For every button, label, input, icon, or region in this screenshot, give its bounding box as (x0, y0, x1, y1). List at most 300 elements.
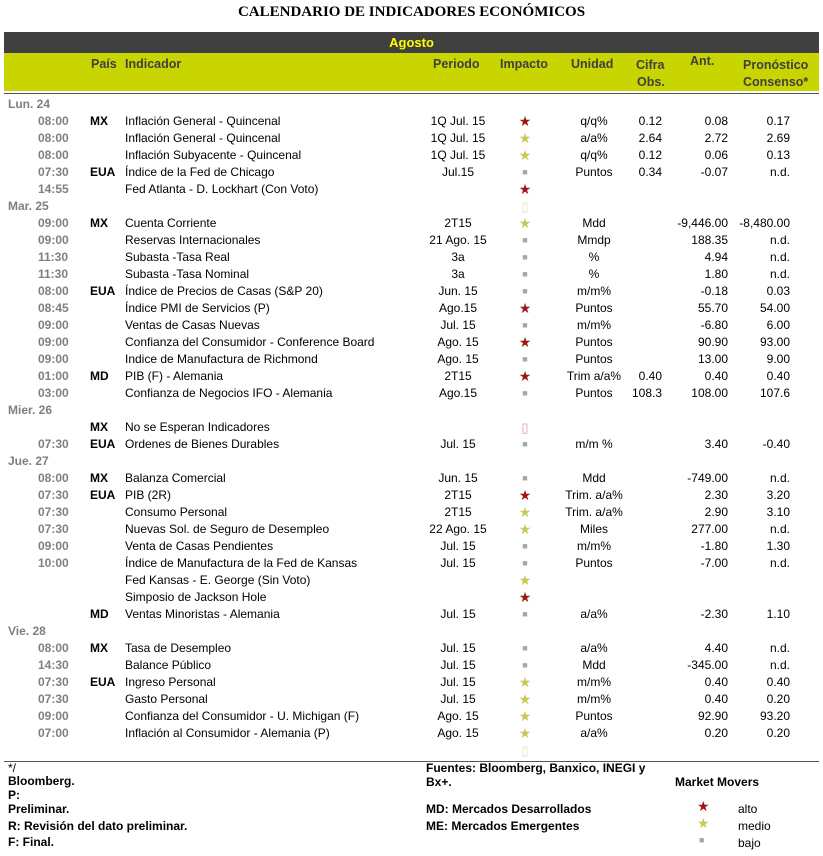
period-cell: 3a (451, 267, 465, 281)
previous-cell: 0.40 (704, 675, 728, 689)
indicator-cell: Confianza del Consumidor - U. Michigan (F) (125, 709, 360, 723)
table-row (0, 113, 823, 130)
time-cell: 08:00 (38, 471, 69, 485)
sources-line2: Bx+. (426, 775, 452, 789)
day-label: Lun. 24 (8, 97, 51, 111)
footnote-bloomberg: Bloomberg. (8, 774, 75, 788)
table-row (0, 487, 823, 504)
footnote-marker: */ (8, 761, 17, 775)
header-indicator: Indicador (125, 57, 182, 71)
unit-cell: Puntos (575, 352, 613, 366)
unit-cell: Trim a/a% (566, 369, 622, 383)
time-cell: 08:00 (38, 131, 69, 145)
unit-cell: m/m % (575, 437, 613, 451)
previous-cell: 2.90 (704, 505, 728, 519)
indicator-cell: Índice PMI de Servicios (P) (125, 301, 270, 315)
time-cell: 09:00 (38, 335, 69, 349)
consensus-cell: 1.30 (766, 539, 790, 553)
square-low-icon: ■ (522, 439, 528, 449)
sources-line1: Fuentes: Bloomberg, Banxico, INEGI y (426, 761, 646, 775)
indicator-cell: Balance Público (125, 658, 212, 672)
table-row (0, 385, 823, 402)
consensus-cell: 9.00 (766, 352, 790, 366)
indicator-cell: Ordenes de Bienes Durables (125, 437, 280, 451)
period-cell: Jun. 15 (438, 284, 478, 298)
period-cell: Jul. 15 (440, 641, 476, 655)
time-cell: 07:30 (38, 522, 69, 536)
indicator-cell: Gasto Personal (125, 692, 208, 706)
previous-cell: 13.00 (697, 352, 728, 366)
period-cell: Jul. 15 (440, 437, 476, 451)
star-high-icon: ★ (518, 113, 532, 129)
previous-cell: -345.00 (687, 658, 728, 672)
table-row (0, 266, 823, 283)
table-row (0, 521, 823, 538)
table-row (0, 436, 823, 453)
time-cell: 08:00 (38, 148, 69, 162)
time-cell: 09:00 (38, 539, 69, 553)
period-cell: 2T15 (444, 488, 472, 502)
country-cell: EUA (90, 165, 116, 179)
star-high-icon: ★ (518, 181, 532, 197)
time-cell: 08:00 (38, 114, 69, 128)
period-cell: Jul. 15 (440, 607, 476, 621)
star-medium-icon: ★ (518, 521, 532, 537)
square-low-icon: ■ (522, 388, 528, 398)
star-medium-icon: ★ (518, 674, 532, 690)
header-obs-line2: Obs. (637, 75, 665, 89)
table-row (0, 674, 823, 691)
day-row (0, 96, 823, 113)
unit-cell: Puntos (575, 301, 613, 315)
unit-cell: q/q% (580, 114, 608, 128)
header-impact: Impacto (500, 57, 548, 71)
indicator-cell: PIB (2R) (125, 488, 172, 502)
consensus-cell: 0.40 (766, 369, 790, 383)
obs-cell: 108.3 (631, 386, 662, 400)
obs-cell: 0.40 (638, 369, 662, 383)
legend-alto-label: alto (738, 802, 758, 816)
table-row (0, 334, 823, 351)
square-low-icon: ■ (522, 660, 528, 670)
previous-cell: 0.40 (704, 692, 728, 706)
table-row (0, 708, 823, 725)
consensus-cell: n.d. (769, 658, 790, 672)
indicator-cell: Inflación Subyacente - Quincenal (125, 148, 302, 162)
previous-cell: 0.40 (704, 369, 728, 383)
table-row (0, 419, 823, 436)
period-cell: Jul. 15 (440, 556, 476, 570)
unit-cell: % (588, 267, 600, 281)
day-label: Vie. 28 (8, 624, 46, 638)
consensus-cell: n.d. (769, 471, 790, 485)
previous-cell: 4.94 (704, 250, 728, 264)
time-cell: 14:55 (38, 182, 69, 196)
consensus-cell: n.d. (769, 522, 790, 536)
square-low-icon: ■ (522, 354, 528, 364)
table-row (0, 317, 823, 334)
period-cell: 2T15 (444, 216, 472, 230)
previous-cell: -7.00 (700, 556, 728, 570)
time-cell: 11:30 (38, 267, 69, 281)
star-medium-icon: ★ (518, 130, 532, 146)
unit-cell: Puntos (575, 335, 613, 349)
previous-cell: -0.18 (700, 284, 728, 298)
period-cell: 21 Ago. 15 (429, 233, 487, 247)
indicator-cell: Inflación General - Quincenal (125, 114, 281, 128)
time-cell: 07:30 (38, 437, 69, 451)
consensus-cell: 93.00 (759, 335, 790, 349)
consensus-cell: 0.17 (766, 114, 790, 128)
day-row (0, 198, 823, 215)
time-cell: 07:00 (38, 726, 69, 740)
indicator-cell: Ventas de Casas Nuevas (125, 318, 260, 332)
time-cell: 09:00 (38, 216, 69, 230)
indicator-cell: Índice de Precios de Casas (S&P 20) (125, 284, 323, 298)
consensus-cell: n.d. (769, 556, 790, 570)
period-cell: Ago.15 (438, 386, 478, 400)
consensus-cell: 1.10 (766, 607, 790, 621)
unit-cell: a/a% (580, 641, 608, 655)
empty-box-icon: ▯ (521, 420, 529, 435)
previous-cell: 108.00 (691, 386, 728, 400)
unit-cell: Trim. a/a% (565, 488, 623, 502)
previous-cell: 92.90 (697, 709, 728, 723)
square-low-icon: ■ (522, 167, 528, 177)
previous-cell: 2.72 (704, 131, 728, 145)
indicator-cell: Índice de Manufactura de la Fed de Kansas (125, 556, 358, 570)
table-row (0, 640, 823, 657)
indicator-cell: Confianza de Negocios IFO - Alemania (125, 386, 333, 400)
period-cell: 1Q Jul. 15 (430, 114, 486, 128)
empty-box-icon: ▯ (521, 743, 529, 758)
market-movers-title: Market Movers (675, 775, 760, 789)
star-medium-icon: ★ (518, 691, 532, 707)
previous-cell: 2.30 (704, 488, 728, 502)
previous-cell: 0.20 (704, 726, 728, 740)
star-medium-icon: ★ (518, 572, 532, 588)
table-row (0, 181, 823, 198)
obs-cell: 0.12 (638, 114, 662, 128)
empty-box-icon: ▯ (521, 199, 529, 214)
previous-cell: -0.07 (700, 165, 728, 179)
star-high-icon: ★ (518, 589, 532, 605)
star-high-icon: ★ (518, 300, 532, 316)
time-cell: 09:00 (38, 318, 69, 332)
footnote-revision: R: Revisión del dato preliminar. (8, 819, 188, 833)
indicator-cell: No se Esperan Indicadores (125, 420, 270, 434)
country-cell: MX (90, 114, 108, 128)
period-cell: Jun. 15 (438, 471, 478, 485)
star-medium-icon: ★ (518, 147, 532, 163)
indicator-cell: Indice de Manufactura de Richmond (125, 352, 318, 366)
unit-cell: Miles (579, 522, 608, 536)
indicator-cell: Balanza Comercial (125, 471, 226, 485)
period-cell: 22 Ago. 15 (429, 522, 487, 536)
time-cell: 07:30 (38, 675, 69, 689)
period-cell: 2T15 (444, 369, 472, 383)
consensus-cell: n.d. (769, 250, 790, 264)
table-row (0, 351, 823, 368)
consensus-cell: -0.40 (762, 437, 790, 451)
unit-cell: Puntos (575, 709, 613, 723)
unit-cell: m/m% (577, 692, 611, 706)
time-cell: 03:00 (38, 386, 69, 400)
header-unit: Unidad (571, 57, 614, 71)
period-cell: Jul. 15 (440, 658, 476, 672)
table-header (4, 53, 819, 91)
square-low-icon: ■ (522, 609, 528, 619)
previous-cell: -9,446.00 (677, 216, 728, 230)
consensus-cell: n.d. (769, 233, 790, 247)
star-high-icon: ★ (518, 334, 532, 350)
unit-cell: a/a% (580, 726, 608, 740)
indicator-cell: Fed Kansas - E. George (Sin Voto) (125, 573, 311, 587)
header-cons-line2: Consenso* (743, 75, 809, 89)
consensus-cell: -8,480.00 (739, 216, 790, 230)
country-cell: EUA (90, 675, 116, 689)
indicator-cell: Inflación General - Quincenal (125, 131, 281, 145)
country-cell: MD (90, 607, 109, 621)
day-row (0, 453, 823, 470)
table-row (0, 725, 823, 742)
unit-cell: Puntos (575, 556, 613, 570)
previous-cell: -1.80 (700, 539, 728, 553)
unit-cell: m/m% (577, 284, 611, 298)
table-row (0, 538, 823, 555)
period-cell: 2T15 (444, 505, 472, 519)
previous-cell: 90.90 (697, 335, 728, 349)
star-high-icon: ★ (518, 368, 532, 384)
period-cell: 3a (451, 250, 465, 264)
country-cell: MX (90, 471, 108, 485)
obs-cell: 0.34 (638, 165, 662, 179)
square-low-icon: ■ (522, 558, 528, 568)
indicator-cell: Ventas Minoristas - Alemania (125, 607, 280, 621)
footer-divider (4, 761, 819, 762)
month-banner: Agosto (4, 32, 819, 53)
legend-star-high-icon: ★ (697, 798, 710, 814)
table-row (0, 589, 823, 606)
consensus-cell: 3.10 (766, 505, 790, 519)
day-row (0, 623, 823, 640)
time-cell: 08:00 (38, 641, 69, 655)
time-cell: 07:30 (38, 692, 69, 706)
square-low-icon: ■ (522, 235, 528, 245)
header-divider (4, 93, 819, 94)
day-row (0, 402, 823, 419)
time-cell: 08:00 (38, 284, 69, 298)
unit-cell: m/m% (577, 318, 611, 332)
indicator-cell: Índice de la Fed de Chicago (125, 165, 275, 179)
table-row (0, 147, 823, 164)
obs-cell: 0.12 (638, 148, 662, 162)
consensus-cell: 54.00 (759, 301, 790, 315)
period-cell: Jul. 15 (440, 539, 476, 553)
consensus-cell: 0.13 (766, 148, 790, 162)
indicator-cell: Consumo Personal (125, 505, 228, 519)
table-row (0, 470, 823, 487)
period-cell: Jul. 15 (440, 318, 476, 332)
table-row (0, 215, 823, 232)
unit-cell: m/m% (577, 675, 611, 689)
period-cell: 1Q Jul. 15 (430, 131, 486, 145)
indicator-cell: Inflación al Consumidor - Alemania (P) (125, 726, 330, 740)
unit-cell: Trim. a/a% (565, 505, 623, 519)
square-low-icon: ■ (522, 473, 528, 483)
star-high-icon: ★ (518, 487, 532, 503)
previous-cell: -2.30 (700, 607, 728, 621)
previous-cell: 0.06 (704, 148, 728, 162)
previous-cell: 3.40 (704, 437, 728, 451)
country-cell: MX (90, 216, 108, 230)
time-cell: 14:30 (38, 658, 69, 672)
blank-row (0, 742, 823, 759)
country-cell: MX (90, 420, 108, 434)
table-row (0, 232, 823, 249)
table-row (0, 606, 823, 623)
time-cell: 10:00 (38, 556, 69, 570)
previous-cell: -6.80 (700, 318, 728, 332)
country-cell: EUA (90, 284, 116, 298)
consensus-cell: 93.20 (759, 709, 790, 723)
star-medium-icon: ★ (518, 708, 532, 724)
legend-bajo-label: bajo (738, 836, 761, 850)
page-title: CALENDARIO DE INDICADORES ECONÓMICOS (237, 4, 586, 20)
table-row (0, 300, 823, 317)
table-row (0, 283, 823, 300)
previous-cell: 4.40 (704, 641, 728, 655)
consensus-cell: 6.00 (766, 318, 790, 332)
time-cell: 09:00 (38, 352, 69, 366)
previous-cell: 0.08 (704, 114, 728, 128)
indicator-cell: Ingreso Personal (125, 675, 216, 689)
indicator-cell: Simposio de Jackson Hole (125, 590, 267, 604)
indicator-cell: Cuenta Corriente (125, 216, 217, 230)
legend-md: MD: Mercados Desarrollados (426, 802, 592, 816)
square-low-icon: ■ (522, 643, 528, 653)
consensus-cell: n.d. (769, 641, 790, 655)
square-low-icon: ■ (522, 541, 528, 551)
day-label: Mier. 26 (8, 403, 53, 417)
time-cell: 09:00 (38, 709, 69, 723)
obs-cell: 2.64 (638, 131, 662, 145)
unit-cell: % (588, 250, 600, 264)
table-row (0, 572, 823, 589)
star-medium-icon: ★ (518, 504, 532, 520)
indicator-cell: Reservas Internacionales (125, 233, 261, 247)
unit-cell: a/a% (580, 607, 608, 621)
table-row (0, 691, 823, 708)
previous-cell: 1.80 (704, 267, 728, 281)
table-row (0, 164, 823, 181)
previous-cell: 277.00 (691, 522, 728, 536)
time-cell: 07:30 (38, 165, 69, 179)
unit-cell: q/q% (580, 148, 608, 162)
consensus-cell: n.d. (769, 165, 790, 179)
square-low-icon: ■ (522, 252, 528, 262)
period-cell: Ago.15 (438, 301, 478, 315)
indicator-cell: Fed Atlanta - D. Lockhart (Con Voto) (125, 182, 319, 196)
header-ant: Ant. (690, 54, 715, 68)
consensus-cell: n.d. (769, 267, 790, 281)
period-cell: Ago. 15 (437, 709, 479, 723)
unit-cell: m/m% (577, 539, 611, 553)
footnote-preliminar: Preliminar. (8, 802, 70, 816)
country-cell: EUA (90, 437, 116, 451)
unit-cell: Puntos (575, 165, 613, 179)
header-period: Periodo (433, 57, 480, 71)
table-row (0, 368, 823, 385)
period-cell: Ago. 15 (437, 352, 479, 366)
unit-cell: Mdd (582, 471, 606, 485)
indicator-cell: PIB (F) - Alemania (125, 369, 224, 383)
indicator-cell: Tasa de Desempleo (125, 641, 232, 655)
legend-me: ME: Mercados Emergentes (426, 819, 580, 833)
table-row (0, 249, 823, 266)
day-label: Jue. 27 (8, 454, 49, 468)
time-cell: 01:00 (38, 369, 69, 383)
country-cell: MD (90, 369, 109, 383)
star-medium-icon: ★ (518, 215, 532, 231)
indicator-cell: Confianza del Consumidor - Conference Board (125, 335, 375, 349)
legend-square-low-icon: ■ (699, 835, 705, 845)
table-row (0, 504, 823, 521)
period-cell: Ago. 15 (437, 335, 479, 349)
time-cell: 07:30 (38, 488, 69, 502)
square-low-icon: ■ (522, 286, 528, 296)
consensus-cell: 0.40 (766, 675, 790, 689)
table-row (0, 657, 823, 674)
time-cell: 09:00 (38, 233, 69, 247)
star-medium-icon: ★ (518, 725, 532, 741)
time-cell: 07:30 (38, 505, 69, 519)
consensus-cell: 0.20 (766, 726, 790, 740)
unit-cell: Mdd (582, 658, 606, 672)
time-cell: 11:30 (38, 250, 69, 264)
header-obs-line1: Cifra (636, 58, 665, 72)
unit-cell: Mmdp (577, 233, 611, 247)
indicator-cell: Subasta -Tasa Nominal (125, 267, 250, 281)
period-cell: 1Q Jul. 15 (430, 148, 486, 162)
previous-cell: 55.70 (697, 301, 728, 315)
period-cell: Jul.15 (441, 165, 475, 179)
period-cell: Jul. 15 (440, 675, 476, 689)
indicator-cell: Nuevas Sol. de Seguro de Desempleo (125, 522, 330, 536)
indicator-cell: Subasta -Tasa Real (125, 250, 230, 264)
previous-cell: -749.00 (687, 471, 728, 485)
square-low-icon: ■ (522, 269, 528, 279)
legend-medio-label: medio (738, 819, 771, 833)
header-country: País (91, 57, 117, 71)
consensus-cell: 2.69 (766, 131, 790, 145)
unit-cell: Puntos (575, 386, 613, 400)
country-cell: MX (90, 641, 108, 655)
day-label: Mar. 25 (8, 199, 49, 213)
unit-cell: Mdd (582, 216, 606, 230)
indicator-cell: Venta de Casas Pendientes (125, 539, 274, 553)
consensus-cell: 3.20 (766, 488, 790, 502)
consensus-cell: 107.6 (759, 386, 790, 400)
period-cell: Ago. 15 (437, 726, 479, 740)
country-cell: EUA (90, 488, 116, 502)
time-cell: 08:45 (38, 301, 69, 315)
table-row (0, 555, 823, 572)
period-cell: Jul. 15 (440, 692, 476, 706)
unit-cell: a/a% (580, 131, 608, 145)
header-cons-line1: Pronóstico (743, 58, 809, 72)
table-row (0, 130, 823, 147)
